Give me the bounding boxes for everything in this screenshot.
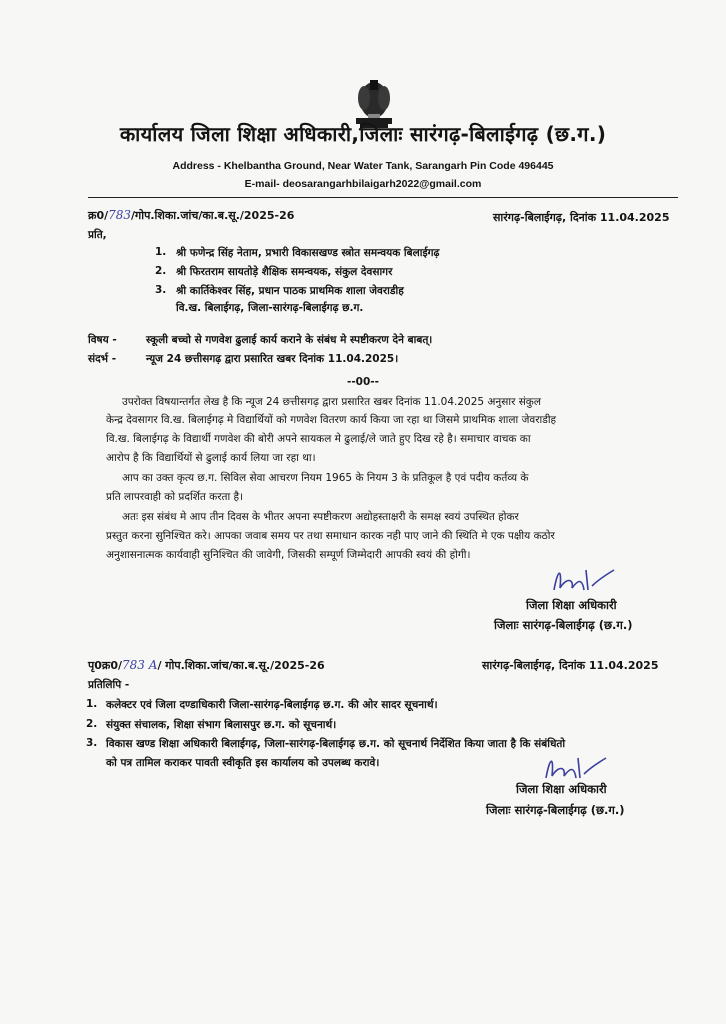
para1-line-2: केन्द्र देवसागर वि.ख. बिलाईगढ़ मे विद्यार्थियों को गणवेश वितरण कार्य किया जा रहा था जिसमे प्राथमिक शाला जेवराडीह — [106, 414, 557, 426]
para2-line-1: आप का उक्त कृत्य छ.ग. सिविल सेवा आचरण नियम 1965 के नियम 3 के प्रतिकूल है एवं पदीय कर्तव्य के — [122, 472, 529, 484]
ref-handwritten-number: 783 — [108, 208, 132, 222]
recipient-3-line2: वि.ख. बिलाईगढ़, जिला-सारंगढ़-बिलाईगढ़ छ.ग. — [176, 302, 364, 314]
reference-text: न्यूज 24 छत्तीसगढ़ द्वारा प्रसारित खबर दिनांक 11.04.2025। — [146, 353, 399, 365]
copy-reference — [88, 658, 325, 673]
reference-label: संदर्भ - — [88, 353, 117, 365]
office-title: कार्यालय जिला शिक्षा अधिकारी,जिलाः सारंगढ़-बिलाईगढ़ (छ.ग.) — [119, 122, 607, 146]
signatory-title: जिला शिक्षा अधिकारी — [526, 598, 617, 612]
recipient-1-num: 1. — [155, 246, 167, 258]
para1-line-3: वि.ख. बिलाईगढ़ के विद्यार्थी गणवेश की बोरी अपने सायकल मे ढुलाई/ले जाते हुए दिख रहे है। समाचार वाचक का — [106, 433, 531, 445]
letter-reference — [88, 208, 294, 223]
recipient-2: श्री फिरतराम सायतोड़े शैक्षिक समन्वयक, संकुल देवसागर — [176, 266, 393, 278]
copy-ref-prefix: पृ0क्र0/ — [88, 659, 123, 672]
copy-place-date: सारंगढ़-बिलाईगढ़, दिनांक 11.04.2025 — [482, 659, 659, 672]
recipient-3: श्री कार्तिकेश्वर सिंह, प्रधान पाठक प्राथमिक शाला जेवराडीह — [176, 285, 404, 297]
signatory-district: जिलाः सारंगढ़-बिलाईगढ़ (छ.ग.) — [494, 618, 633, 632]
letter-place-date: सारंगढ़-बिलाईगढ़, दिनांक 11.04.2025 — [493, 211, 670, 224]
subject-text: स्कूली बच्चो से गणवेश ढुलाई कार्य कराने के संबंध मे स्पष्टीकरण देने बाबत्। — [146, 334, 433, 346]
copy-item-1: कलेक्टर एवं जिला दण्डाधिकारी जिला-सारंगढ़-बिलाईगढ़ छ.ग. की ओर सादर सूचनार्थ। — [106, 699, 438, 711]
para3-line-2: प्रस्तुत करना सुनिश्चित करे। आपका जवाब समय पर तथा समाधान कारक नही पाए जाने की स्थिति मे एक पक्षीय कठोर — [106, 530, 555, 542]
copy-item-2-num: 2. — [86, 718, 98, 730]
para3-line-3: अनुशासनात्मक कार्यवाही सुनिश्चित की जावेगी, जिसकी सम्पूर्ण जिम्मेदारी आपकी स्वयं की होगी। — [106, 549, 471, 561]
separator: --00-- — [346, 376, 380, 388]
copy-item-1-num: 1. — [86, 698, 98, 710]
header-divider — [88, 197, 678, 198]
copy-ref-suffix: / गोप.शिका.जांच/का.ब.सू./2025-26 — [157, 659, 325, 672]
office-email: E-mail- deosarangarhbilaigarh2022@gmail.com — [244, 178, 482, 190]
ref-prefix: क्र0/ — [88, 209, 109, 222]
para1-line-1: उपरोक्त विषयान्तर्गत लेख है कि न्यूज 24 छत्तीसगढ़ द्वारा प्रसारित खबर दिनांक 11.04.2025 अनुसार संकुल — [122, 396, 541, 408]
recipient-2-num: 2. — [155, 265, 167, 277]
copy-ref-handwritten-number: 783 — [122, 658, 145, 672]
copy-ref-handwritten-suffix: A — [148, 658, 158, 672]
para2-line-2: प्रति लापरवाही को प्रदर्शित करता है। — [106, 491, 244, 503]
recipient-3-num: 3. — [155, 284, 167, 296]
copy-label: प्रतिलिपि - — [88, 679, 130, 691]
copy-item-3-line2: को पत्र तामिल कराकर पावती स्वीकृति इस कार्यालय को उपलब्ध करावे। — [106, 757, 380, 769]
copy-item-3: विकास खण्ड शिक्षा अधिकारी बिलाईगढ़, जिला-सारंगढ़-बिलाईगढ़ छ.ग. को सूचनार्थ निर्देशित किया जाता है कि संबंधितो — [106, 738, 566, 750]
recipient-1: श्री फणेन्द्र सिंह नेताम, प्रभारी विकासखण्ड स्त्रोत समन्वयक बिलाईगढ़ — [176, 247, 440, 259]
copy-item-2: संयुक्त संचालक, शिक्षा संभाग बिलासपुर छ.ग. को सूचनार्थ। — [106, 719, 337, 731]
office-address: Address - Khelbantha Ground, Near Water Tank, Sarangarh Pin Code 496445 — [172, 160, 554, 172]
copy-item-3-num: 3. — [86, 737, 98, 749]
signature-scribble — [548, 560, 628, 600]
to-label: प्रति, — [88, 229, 107, 241]
para3-line-1: अतः इस संबंध मे आप तीन दिवस के भीतर अपना स्पष्टीकरण अद्योहस्ताक्षरी के समक्ष स्वयं उपस्थित होकर — [122, 511, 519, 523]
copy-signatory-title: जिला शिक्षा अधिकारी — [516, 782, 607, 796]
para1-line-4: आरोप है कि विद्यार्थियों से ढुलाई कार्य लिया जा रहा था। — [106, 452, 316, 464]
copy-signatory-district: जिलाः सारंगढ़-बिलाईगढ़ (छ.ग.) — [486, 803, 625, 817]
subject-label: विषय - — [88, 334, 117, 346]
ref-suffix: /गोप.शिका.जांच/का.ब.सू./2025-26 — [131, 209, 295, 222]
